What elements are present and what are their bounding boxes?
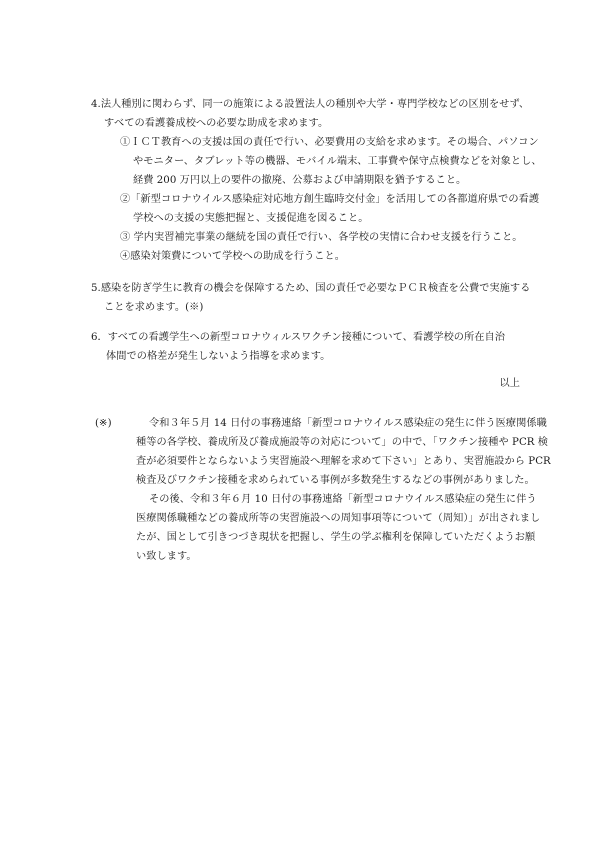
note-para2-line-4: い致します。 (136, 551, 197, 562)
item4-sub2-line-1: ②「新型コロナウイルス感染症対応地方創生臨時交付金」を活用しての各都道府県での看護 (120, 194, 540, 205)
note-para1-line-4: 検査及びワクチン接種を求められている事例が多数発生するなどの事例がありました。 (136, 475, 535, 486)
item4-sub1-line-3: 経費 200 万円以上の要件の撤廃、公募および申請期限を猶予すること。 (133, 175, 467, 186)
note-mark: (※) (95, 418, 112, 429)
item4-sub4-line-1: ④感染対策費について学校への助成を行うこと。 (120, 251, 346, 262)
item4-sub1-line-2: やモニター、タブレット等の機器、モバイル端末、工事費や保守点検費などを対象とし、 (133, 156, 542, 167)
note-para2-line-1: その後、令和３年６月 10 日付の事務連絡「新型コロナウイルス感染症の発生に伴う (149, 494, 537, 505)
item6-line-1: 6．すべての看護学生への新型コロナウィルスワクチン接種について、看護学校の所在自治 (91, 332, 505, 343)
item4-sub1-line-1: ①ＩＣＴ教育への支援は国の責任で行い、必要費用の支給を求めます。その場合、パソコン (120, 137, 539, 148)
closing-text: 以上 (499, 378, 520, 389)
item5-line-2: ことを求めます。(※) (104, 302, 204, 313)
item4-sub2-line-2: 学校への支援の実態把握と、支援促進を図ること。 (133, 213, 369, 224)
note-para2-line-2: 医療関係職種などの養成所等の実習施設への周知事項等について（周知）」が出されまし (136, 513, 541, 524)
note-para2-line-3: たが、国として引きつづき現状を把握し、学生の学ぶ権利を保障していただくようお願 (136, 532, 536, 543)
item4-line-1: 4.法人種別に関わらず、同一の施策による設置法人の種別や大学・専門学校などの区別をせず、 (91, 99, 530, 110)
item6-line-2: 体間での格差が発生しないよう指導を求めます。 (106, 351, 331, 362)
note-para1-line-2: 種等の各学校、養成所及び養成施設等の対応について」の中で、「ワクチン接種や PCR 検 (136, 437, 549, 448)
item5-line-1: 5.感染を防ぎ学生に教育の機会を保障するため、国の責任で必要なＰＣＲ検査を公費で実施する (91, 283, 531, 294)
note-para1-line-3: 査が必須要件とならないよう実習施設へ理解を求めて下さい」とあり、実習施設から PCR (136, 456, 551, 467)
note-para1-line-1: 令和３年５月 14 日付の事務連絡「新型コロナウイルス感染症の発生に伴う医療関係職 (149, 418, 547, 429)
item4-line-2: すべての看護養成校への必要な助成を求めます。 (104, 118, 329, 129)
item4-sub3-line-1: ③ 学内実習補完事業の継続を国の責任で行い、各学校の実情に合わせ支援を行うこと。 (120, 232, 523, 243)
